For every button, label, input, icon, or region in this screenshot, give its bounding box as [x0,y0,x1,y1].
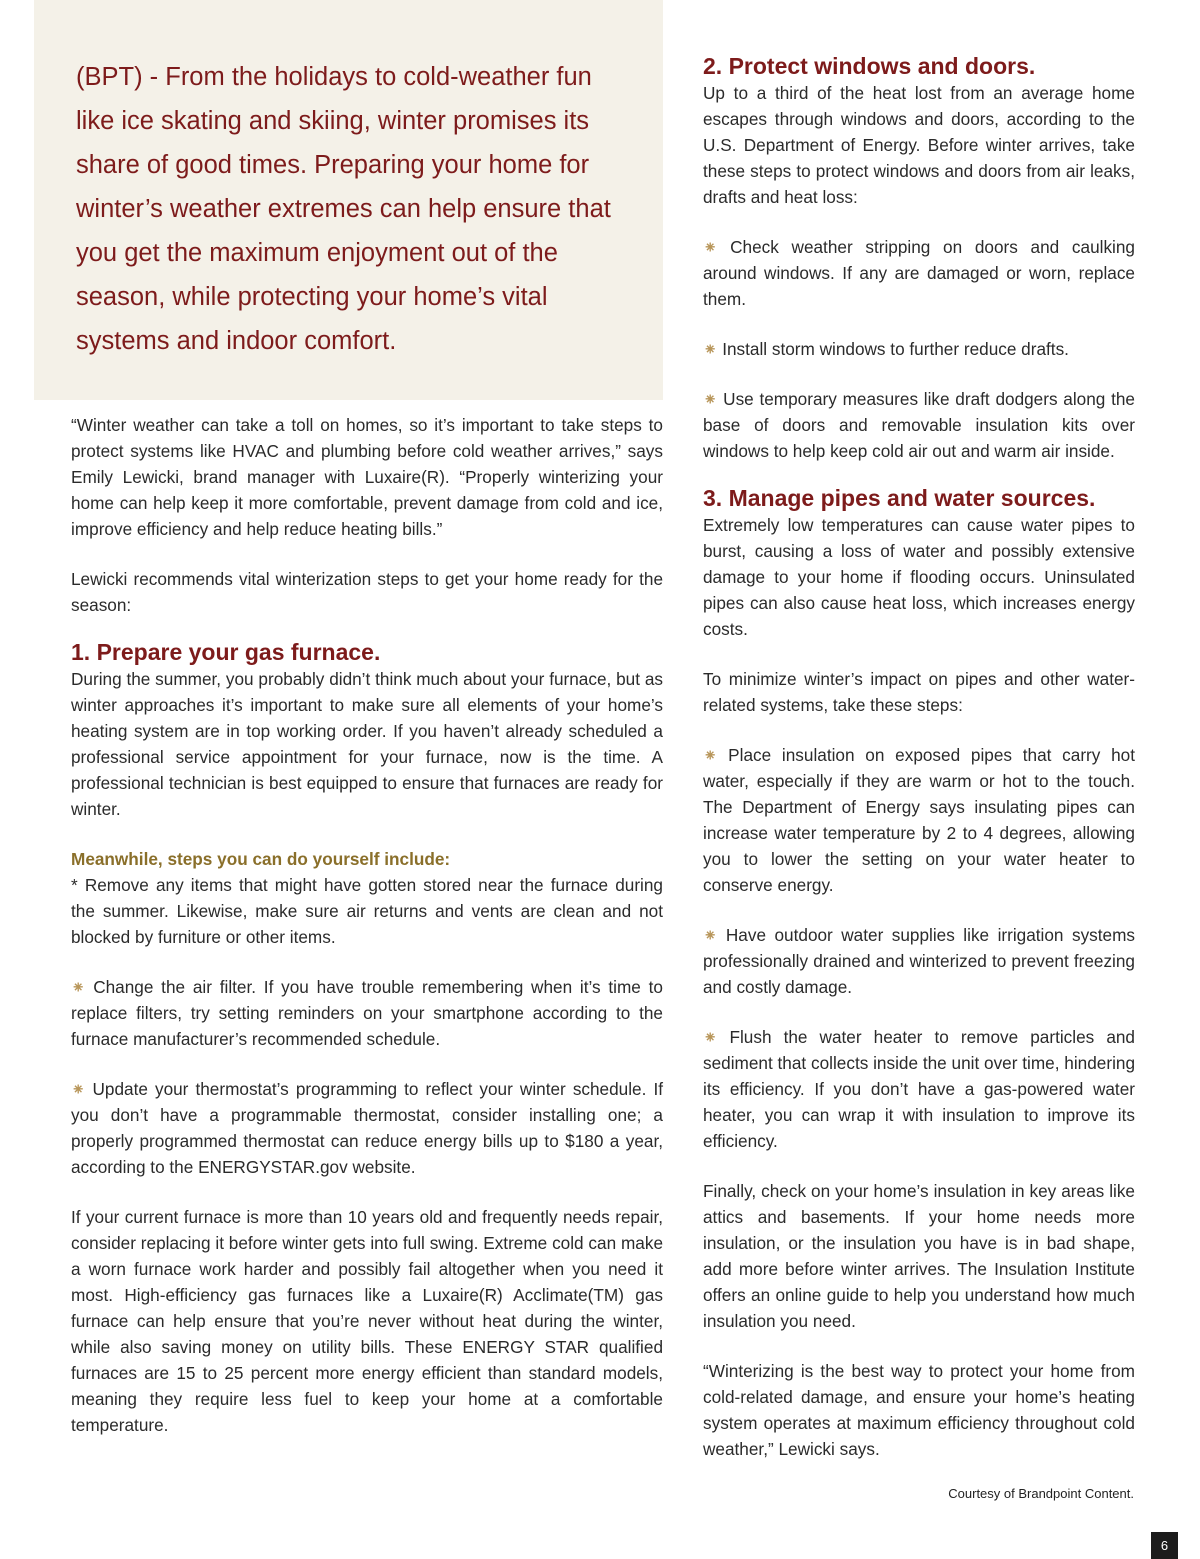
insulation-paragraph: Finally, check on your home’s insulation in key areas like attics and basements. If your home needs more insulation, or the insulation you have is in bad shape, add more before winter arrives. The Insulation Institute offers an online guide to help you understand how much insulation you need. [703,1181,1135,1331]
asterisk-bullet-icon: ⁕ [703,339,718,359]
left-column [71,412,663,1438]
asterisk-bullet-icon: ⁕ [703,237,718,257]
asterisk-bullet-icon: ⁕ [703,1027,718,1047]
intro-box [34,0,663,400]
windows-step-1 [703,234,1135,312]
asterisk-bullet-icon: ⁕ [703,389,718,409]
asterisk-bullet-icon: ⁕ [703,745,718,765]
heading-windows: 2. Protect windows and doors. [703,53,1036,79]
asterisk-bullet-icon: ⁕ [71,977,86,997]
furnace-step-3-text: Update your thermostat’s programming to reflect your winter schedule. If you don’t have a programmable thermostat, consider installing one; a properly programmed thermostat can reduce energy bills up to $180 a year, according to the ENERGYSTAR.gov website. [71,1079,664,1177]
pipes-step-1-text: Place insulation on exposed pipes that carry hot water, especially if they are warm or hot to the touch. The Department of Energy says insulating pipes can increase water temperature by 2 to 4 degrees, allowing you to lower the setting on your water heater to conserve energy. [703,745,1136,895]
windows-step-1-text: Check weather stripping on doors and caulking around windows. If any are damaged or worn, replace them. [703,237,1135,309]
asterisk-bullet-icon: ⁕ [71,1079,86,1099]
furnace-step-3 [71,1076,663,1180]
pipes-step-3-text: Flush the water heater to remove particles and sediment that collects inside the unit over time, hindering its efficiency. If you don’t have a gas-powered water heater, you can wrap it with insulation to improve its efficiency. [703,1027,1135,1151]
furnace-step-2 [71,974,663,1052]
source-credit: Courtesy of Brandpoint Content. [948,1486,1134,1501]
pipes-paragraph: Extremely low temperatures can cause water pipes to burst, causing a loss of water and possibly extensive damage to your home if flooding occurs. Uninsulated pipes can also cause heat loss, which increases energy costs. [703,515,1135,639]
intro-text: (BPT) - From the holidays to cold-weather fun like ice skating and skiing, winter promises its share of good times. Preparing your home for winter’s weather extremes can help ensure that you get the maximum enjoyment out of the season, while protecting your home’s vital systems and indoor comfort. [76,63,611,355]
pipes-step-3 [703,1024,1135,1154]
diy-subheading: Meanwhile, steps you can do yourself include: [71,849,451,869]
pipes-step-2-text: Have outdoor water supplies like irrigation systems professionally drained and winterized to prevent freezing and costly damage. [703,925,1135,997]
windows-step-2 [703,336,1135,362]
pipes-step-2 [703,922,1135,1000]
windows-step-2-text: Install storm windows to further reduce drafts. [722,339,1069,359]
furnace-step-1: * Remove any items that might have gotten stored near the furnace during the summer. Likewise, make sure air returns and vents are clean and not blocked by furniture or other items. [71,875,663,947]
page-number: 6 [1151,1532,1178,1559]
minimize-paragraph: To minimize winter’s impact on pipes and other water-related systems, take these steps: [703,669,1135,715]
heading-furnace: 1. Prepare your gas furnace. [71,639,381,665]
recommend-paragraph: Lewicki recommends vital winterization steps to get your home ready for the season: [71,569,663,615]
furnace-step-2-text: Change the air filter. If you have trouble remembering when it’s time to replace filters, try setting reminders on your smartphone according to the furnace manufacturer’s recommended schedule. [71,977,663,1049]
right-column [703,52,1135,1462]
windows-step-3-text: Use temporary measures like draft dodgers along the base of doors and removable insulation kits over windows to help keep cold air out and warm air inside. [703,389,1135,461]
heading-pipes: 3. Manage pipes and water sources. [703,485,1096,511]
windows-step-3 [703,386,1135,464]
replace-furnace-paragraph: If your current furnace is more than 10 years old and frequently needs repair, consider replacing it before winter gets into full swing. Extreme cold can make a worn furnace work harder and possibly fail altogether when you need it most. High-efficiency gas furnaces like a Luxaire(R) Acclimate(TM) gas furnace can help ensure that you’re never without heat during the winter, while also saving money on utility bills. These ENERGY STAR qualified furnaces are 15 to 25 percent more energy efficient than standard models, meaning they require less fuel to keep your home at a comfortable temperature. [71,1207,663,1435]
windows-paragraph: Up to a third of the heat lost from an average home escapes through windows and doors, according to the U.S. Department of Energy. Before winter arrives, take these steps to protect windows and doors from air leaks, drafts and heat loss: [703,83,1135,207]
asterisk-bullet-icon: ⁕ [703,925,718,945]
closing-quote: “Winterizing is the best way to protect your home from cold-related damage, and ensure your home’s heating system operates at maximum efficiency throughout cold weather,” Lewicki says. [703,1361,1135,1459]
lewicki-quote: “Winter weather can take a toll on homes, so it’s important to take steps to protect systems like HVAC and plumbing before cold weather arrives,” says Emily Lewicki, brand manager with Luxaire(R). “Properly winterizing your home can help keep it more comfortable, prevent damage from cold and ice, improve efficiency and help reduce heating bills.” [71,415,663,539]
furnace-paragraph: During the summer, you probably didn’t think much about your furnace, but as winter approaches it’s important to make sure all elements of your home’s heating system are in top working order. If you haven’t already scheduled a professional service appointment for your furnace, now is the time. A professional technician is best equipped to ensure that furnaces are ready for winter. [71,669,663,819]
pipes-step-1 [703,742,1135,898]
